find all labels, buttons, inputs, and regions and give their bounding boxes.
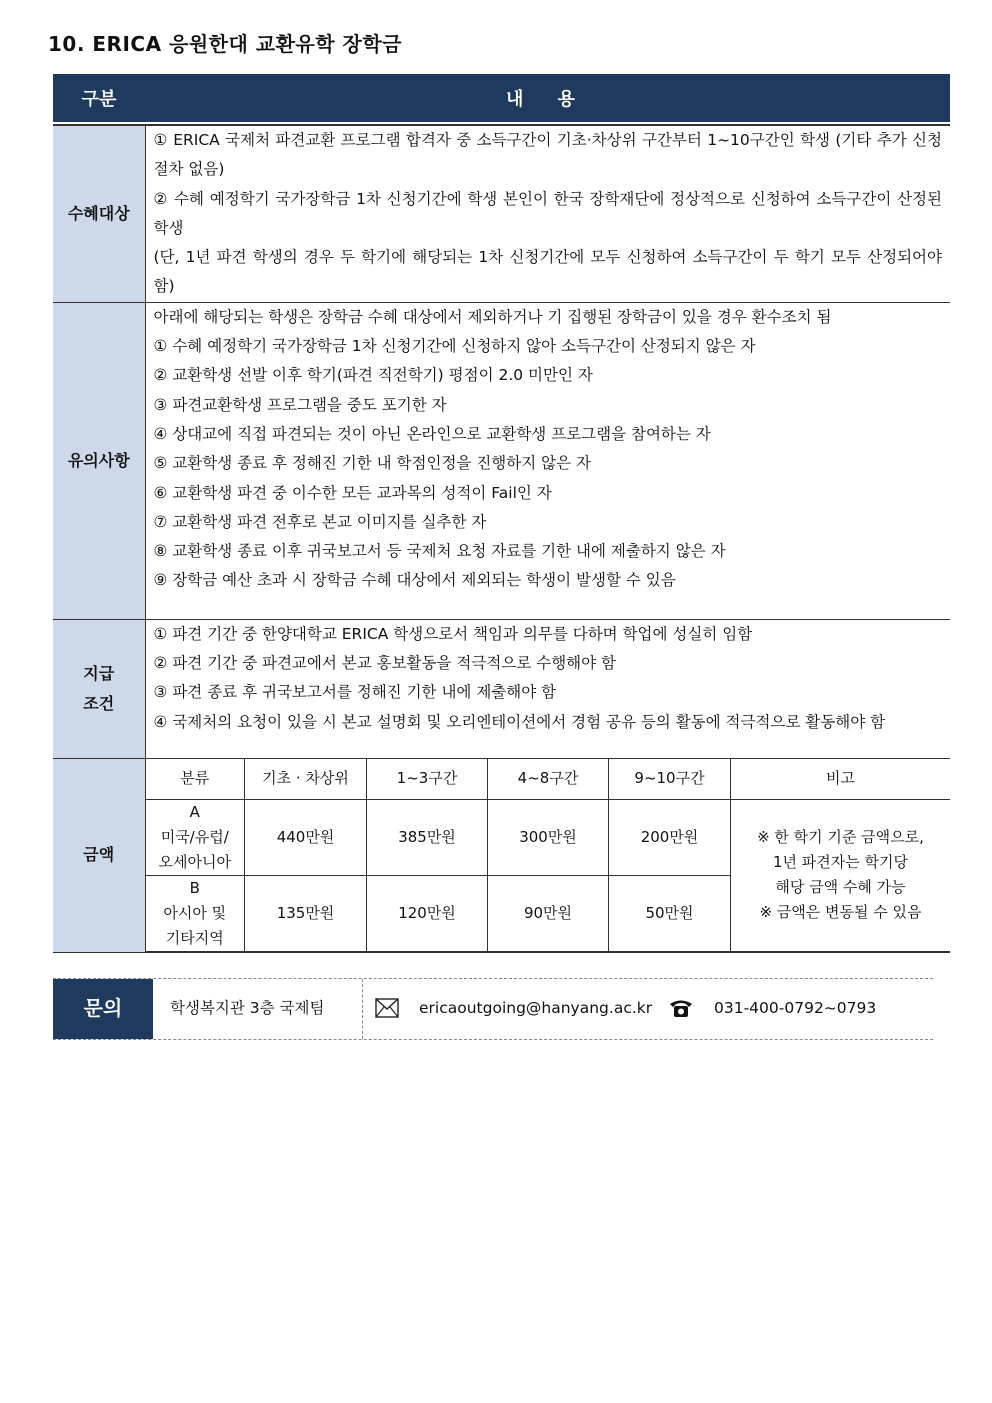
eligibility-line: ② 수혜 예정학기 국가장학금 1차 신청기간에 학생 본인이 한국 장학재단에 정상적으로 신청하여 소득구간이 산정된 학생 (153, 189, 942, 237)
notes-line: ⑥ 교환학생 파견 중 이수한 모든 교과목의 성적이 Fail인 자 (153, 483, 552, 502)
eligibility-label: 수혜대상 (53, 125, 145, 302)
scholarship-table (53, 74, 950, 953)
region-line: B (189, 878, 200, 897)
amount-cell: 200만원 (609, 799, 731, 875)
notes-label: 유의사항 (53, 302, 145, 619)
amount-table (146, 759, 951, 952)
header-category: 구분 (53, 74, 145, 122)
conditions-label-line: 조건 (83, 693, 115, 713)
eligibility-line: (단, 1년 파견 학생의 경우 두 학기에 해당되는 1차 신청기간에 모두 신청하여 소득구간이 두 학기 모두 산정되어야 함) (153, 248, 942, 296)
notes-line: ⑤ 교환학생 종료 후 정해진 기한 내 학점인정을 진행하지 않은 자 (153, 454, 591, 473)
notes-line: 아래에 해당되는 학생은 장학금 수혜 대상에서 제외하거나 기 집행된 장학금이 있을 경우 환수조치 됨 (153, 307, 832, 326)
conditions-line: ③ 파견 종료 후 귀국보고서를 정해진 기한 내에 제출해야 함 (153, 683, 557, 702)
amount-cell: 90만원 (488, 875, 609, 951)
amount-header-cell: 1~3구간 (367, 759, 488, 800)
amount-note (731, 799, 951, 951)
notes-line: ① 수혜 예정학기 국가장학금 1차 신청기간에 신청하지 않아 소득구간이 산정되지 않은 자 (153, 337, 756, 356)
conditions-line: ② 파견 기간 중 파견교에서 본교 홍보활동을 적극적으로 수행해야 함 (153, 654, 617, 673)
notes-line: ③ 파견교환학생 프로그램을 중도 포기한 자 (153, 395, 447, 414)
notes-line: ④ 상대교에 직접 파견되는 것이 아닌 온라인으로 교환학생 프로그램을 참여하는 자 (153, 424, 711, 443)
envelope-icon (375, 998, 399, 1018)
region-line: A (189, 802, 200, 821)
amount-row (53, 758, 950, 952)
region-line: 오세아니아 (158, 852, 231, 871)
region-cell (146, 799, 245, 875)
notes-line: ⑦ 교환학생 파견 전후로 본교 이미지를 실추한 자 (153, 512, 487, 531)
conditions-label-line: 지급 (83, 663, 115, 683)
region-line: 아시아 및 (163, 903, 227, 922)
amount-header-cell: 기초 · 차상위 (245, 759, 367, 800)
amount-header-cell: 비고 (731, 759, 951, 800)
amount-row-a (146, 799, 951, 875)
contact-divider (362, 979, 363, 1039)
conditions-line: ① 파견 기간 중 한양대학교 ERICA 학생으로서 책임과 의무를 다하며 학업에 성실히 임함 (153, 624, 753, 643)
amount-cell: 385만원 (367, 799, 488, 875)
notes-content (145, 302, 950, 619)
notes-line: ② 교환학생 선발 이후 학기(파견 직전학기) 평점이 2.0 미만인 자 (153, 366, 593, 385)
contact-email[interactable]: ericaoutgoing@hanyang.ac.kr (419, 999, 653, 1017)
page-title: 10. ERICA 응원한대 교환유학 장학금 (48, 32, 402, 56)
note-line: ※ 금액은 변동될 수 있음 (759, 903, 922, 922)
amount-header-row (146, 759, 951, 800)
eligibility-line: ① ERICA 국제처 파견교환 프로그램 합격자 중 소득구간이 기초·차상위 구간부터 1~10구간인 학생 (기타 추가 신청 절차 없음) (153, 131, 942, 179)
notes-line: ⑧ 교환학생 종료 이후 귀국보고서 등 국제처 요청 자료를 기한 내에 제출하지 않은 자 (153, 542, 726, 561)
contact-phone[interactable]: 031-400-0792~0793 (714, 999, 877, 1017)
amount-content (145, 758, 950, 952)
contact-bar (53, 978, 933, 1040)
amount-cell: 120만원 (367, 875, 488, 951)
eligibility-content (145, 125, 950, 302)
amount-cell: 135만원 (245, 875, 367, 951)
amount-cell: 50만원 (609, 875, 731, 951)
region-line: 기타지역 (165, 928, 224, 947)
contact-label: 문의 (53, 979, 153, 1039)
conditions-line: ④ 국제처의 요청이 있을 시 본교 설명회 및 오리엔테이션에서 경험 공유 등의 활동에 적극적으로 활동해야 함 (153, 712, 886, 731)
note-line: 해당 금액 수혜 가능 (775, 878, 906, 897)
amount-label: 금액 (53, 758, 145, 952)
eligibility-row (53, 125, 950, 302)
note-line: ※ 한 학기 기준 금액으로, (757, 828, 924, 847)
header-content: 내 용 (145, 74, 950, 122)
amount-header-cell: 9~10구간 (609, 759, 731, 800)
contact-location: 학생복지관 3층 국제팀 (170, 999, 325, 1017)
conditions-row (53, 619, 950, 758)
amount-cell: 440만원 (245, 799, 367, 875)
notes-line: ⑨ 장학금 예산 초과 시 장학금 수혜 대상에서 제외되는 학생이 발생할 수 있음 (153, 571, 676, 590)
telephone-icon (668, 997, 694, 1019)
table-header (53, 74, 950, 122)
notes-row (53, 302, 950, 619)
region-line: 미국/유럽/ (160, 827, 229, 846)
conditions-label (53, 619, 145, 758)
amount-header-cell: 분류 (146, 759, 245, 800)
amount-header-cell: 4~8구간 (488, 759, 609, 800)
note-line: 1년 파견자는 학기당 (772, 853, 908, 872)
conditions-content (145, 619, 950, 758)
amount-cell: 300만원 (488, 799, 609, 875)
region-cell (146, 875, 245, 951)
